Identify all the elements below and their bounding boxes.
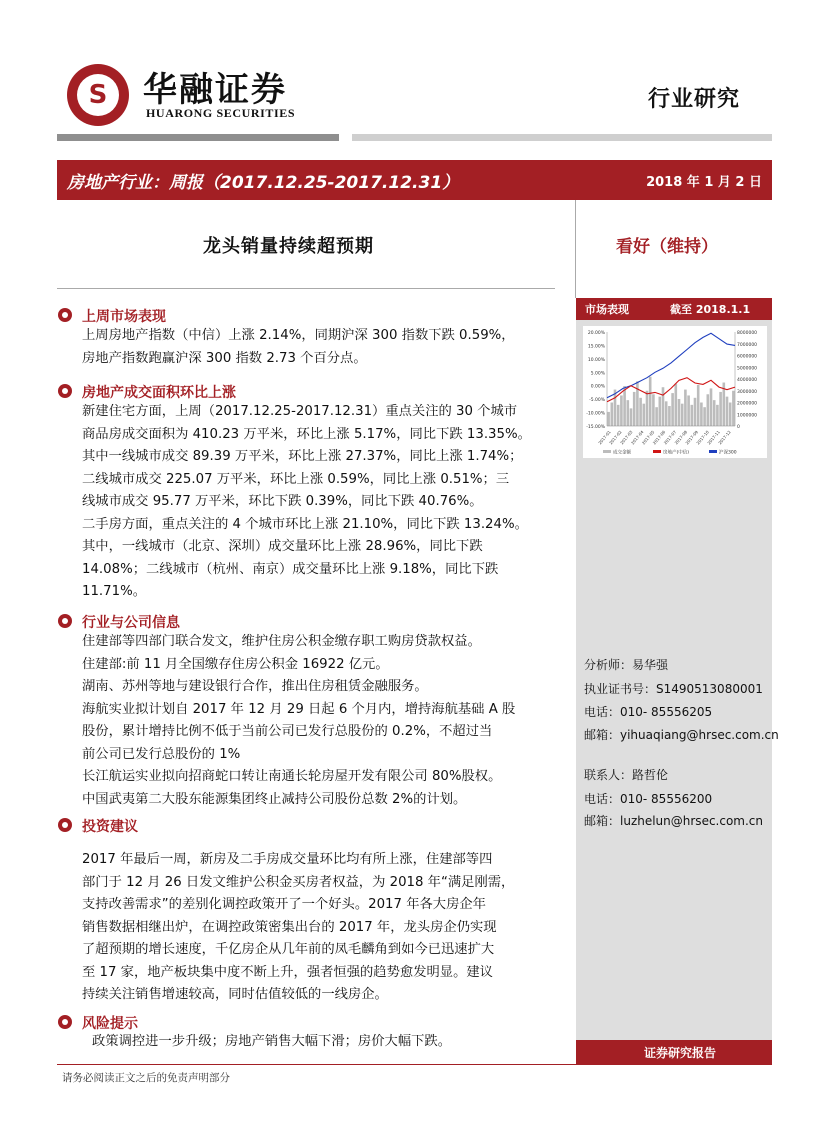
volume-bar — [630, 408, 633, 426]
body-line: 海航实业拟计划自 2017 年 12 月 29 日起 6 个月内，增持海航基础 A 股 — [82, 701, 516, 717]
body-line: 湖南、苏州等地与建设银行合作，推出住房租赁金融服务。 — [82, 679, 428, 694]
body-line: 其中，一线城市（北京、深圳）成交量环比上涨 28.96%，同比下跌 — [82, 539, 483, 554]
section-bullet-icon — [58, 384, 72, 398]
volume-bar — [681, 404, 684, 426]
volume-bar — [662, 387, 665, 426]
main-title: 龙头销量持续超预期 — [203, 236, 374, 257]
volume-bar — [726, 397, 729, 426]
x-tick-label: 2017-05 — [640, 429, 656, 446]
y-right-tick-label: 4000000 — [737, 378, 758, 383]
volume-bar — [643, 404, 646, 426]
body-line: 前公司已发行总股份的 1% — [82, 746, 241, 762]
legend-swatch — [653, 450, 661, 453]
body-line: 14.08%；二线城市（杭州、南京）成交量环比上涨 9.18%，同比下跌 — [82, 561, 499, 577]
body-line: 住建部:前 11 月全国缴存住房公积金 16922 亿元。 — [82, 656, 389, 672]
legend-label: 沪深300 — [719, 450, 737, 456]
x-tick-label: 2017-12 — [717, 429, 732, 446]
footer-divider — [57, 1064, 772, 1065]
title-banner — [57, 160, 772, 200]
report-title: 房地产行业：周报（2017.12.25-2017.12.31） — [67, 173, 460, 193]
body-line: 了超预期的增长速度，千亿房企从几年前的凤毛麟角到如今已迅速扩大 — [82, 942, 495, 957]
y-left-tick-label: 20.00% — [587, 331, 605, 336]
volume-bar — [675, 384, 678, 426]
section-bullet-icon — [58, 1015, 72, 1029]
volume-bar — [665, 401, 668, 426]
company-logo: S — [67, 64, 129, 126]
volume-bar — [684, 390, 687, 426]
volume-bar — [732, 391, 735, 426]
market-performance-header — [576, 298, 772, 320]
section-bullet-icon — [58, 818, 72, 832]
series-line — [607, 378, 735, 402]
volume-bar — [659, 397, 662, 426]
body-line: 长江航运实业拟向招商蛇口转让南通长轮房屋开发有限公司 80%股权。 — [82, 769, 502, 784]
industry-news-body — [82, 631, 552, 811]
x-tick-label: 2017-06 — [651, 429, 667, 446]
body-line: 11.71%。 — [82, 584, 146, 599]
body-line: 部门于 12 月 26 日发文维护公积金买房者权益，为 2018 年“满足刚需， — [82, 874, 515, 890]
volume-bar — [611, 403, 614, 427]
volume-bar — [607, 412, 610, 426]
y-left-tick-label: -10.00% — [586, 411, 605, 417]
x-tick-label: 2017-01 — [597, 429, 612, 446]
volume-bar — [623, 386, 626, 426]
risk-warning-title: 风险提示 — [82, 1016, 138, 1032]
brand-name-cn: 华融证券 — [143, 70, 287, 110]
footer-badge — [576, 1040, 772, 1064]
x-tick-label: 2017-10 — [695, 429, 710, 446]
y-right-tick-label: 7000000 — [737, 342, 758, 348]
market-label: 市场表现 — [585, 303, 629, 316]
body-line: 二手房方面，重点关注的 4 个城市环比上涨 21.10%，同比下跌 13.24%。 — [82, 516, 528, 532]
volume-bar — [655, 407, 658, 426]
volume-bar — [694, 398, 697, 426]
x-tick-label: 2017-03 — [619, 429, 634, 446]
y-left-tick-label: -15.00% — [586, 425, 605, 430]
legend-label: 成交金额 — [613, 450, 631, 456]
volume-bar — [649, 377, 652, 426]
volume-bar — [703, 407, 706, 426]
body-line: 政策调控进一步升级；房地产销售大幅下滑；房价大幅下跌。 — [92, 1034, 452, 1049]
volume-bar — [716, 405, 719, 426]
volume-bar — [646, 391, 649, 426]
y-right-tick-label: 2000000 — [737, 401, 758, 407]
volume-bar — [710, 388, 713, 426]
body-line: 上周房地产指数（中信）上涨 2.14%，同期沪深 300 指数下跌 0.59%， — [82, 328, 515, 343]
as-of-date: 截至 2018.1.1 — [670, 303, 751, 316]
contact-email[interactable]: 邮箱：luzhelun@hrsec.com.cn — [584, 814, 764, 828]
x-tick-label: 2017-04 — [629, 429, 645, 446]
section-bullet-icon — [58, 614, 72, 628]
contact-name: 联系人：路哲伦 — [584, 768, 669, 782]
chart-svg — [583, 326, 767, 458]
y-left-tick-label: -5.00% — [589, 398, 605, 404]
body-line: 销售数据相继出炉，在调控政策密集出台的 2017 年，龙头房企仍实现 — [82, 919, 497, 935]
brand-name-en: HUARONG SECURITIES — [146, 106, 296, 120]
transaction-area-body — [82, 401, 552, 604]
x-tick-label: 2017-09 — [684, 429, 700, 446]
legend-swatch — [603, 450, 611, 453]
volume-bar — [652, 394, 655, 426]
body-line: 股份，累计增持比例不低于当前公司已发行总股份的 0.2%，不超过当 — [82, 724, 493, 739]
report-date: 2018 年 1 月 2 日 — [646, 175, 762, 190]
y-right-tick-label: 8000000 — [737, 331, 758, 336]
analyst-license: 执业证书号：S1490513080001 — [584, 682, 763, 696]
volume-bar — [614, 390, 617, 426]
y-left-tick-label: 10.00% — [587, 357, 605, 363]
body-line: 中国武夷第二大股东能源集团终止减持公司股份总数 2%的计划。 — [82, 791, 467, 807]
industry-news-title: 行业与公司信息 — [82, 615, 180, 631]
y-left-tick-label: 5.00% — [590, 371, 605, 377]
y-left-tick-label: 15.00% — [587, 344, 605, 350]
header-divider-light — [352, 134, 772, 141]
volume-bar — [617, 405, 620, 426]
body-line: 至 17 家，地产板块集中度不断上升，强者恒强的趋势愈发明显。建议 — [82, 964, 493, 980]
x-tick-label: 2017-02 — [608, 429, 623, 446]
body-line: 持续关注销售增速较高，同时估值较低的一线房企。 — [82, 987, 388, 1002]
volume-bar — [639, 398, 642, 426]
analyst-phone: 电话：010- 85556205 — [584, 705, 713, 719]
volume-bar — [707, 394, 710, 426]
disclaimer: 请务必阅读正文之后的免责声明部分 — [62, 1072, 230, 1084]
investment-advice-title: 投资建议 — [82, 819, 138, 835]
x-tick-label: 2017-07 — [662, 429, 678, 446]
volume-bar — [633, 392, 636, 426]
contact-phone: 电话：010- 85556200 — [584, 792, 713, 806]
body-line: 其中一线城市成交 89.39 万平米，环比上涨 27.37%，同比上涨 1.74%； — [82, 449, 523, 464]
analyst-name: 分析师：易华强 — [584, 658, 669, 672]
volume-bar — [719, 392, 722, 426]
header-divider-dark — [57, 134, 339, 141]
y-left-tick-label: 0.00% — [590, 384, 605, 390]
body-line: 2017 年最后一周，新房及二手房成交量环比均有所上涨，住建部等四 — [82, 852, 493, 867]
y-right-tick-label: 3000000 — [737, 389, 758, 395]
market-performance-title: 上周市场表现 — [82, 309, 166, 325]
risk-warning-body — [92, 1031, 562, 1054]
market-performance-body — [82, 325, 552, 370]
transaction-area-title: 房地产成交面积环比上涨 — [82, 385, 236, 401]
investment-advice-body — [82, 849, 552, 1007]
body-line: 商品房成交面积为 410.23 万平米，环比上涨 5.17%，同比下跌 13.35%。 — [82, 426, 531, 442]
body-line: 住建部等四部门联合发文，维护住房公积金缴存职工购房贷款权益。 — [82, 634, 481, 649]
analyst-email[interactable]: 邮箱：yihuaqiang@hrsec.com.cn — [584, 728, 779, 742]
volume-bar — [627, 400, 630, 426]
volume-bar — [678, 399, 681, 426]
body-line: 支持改善需求”的差别化调控政策开了一个好头。2017 年各大房企年 — [82, 897, 486, 912]
y-right-tick-label: 0 — [737, 425, 740, 430]
volume-bar — [697, 385, 700, 426]
volume-bar — [713, 400, 716, 426]
volume-bar — [729, 403, 732, 427]
rating: 看好（维持） — [616, 237, 718, 257]
market-chart — [583, 326, 767, 458]
y-right-tick-label: 6000000 — [737, 354, 758, 360]
volume-bar — [700, 403, 703, 427]
body-line: 新建住宅方面，上周（2017.12.25-2017.12.31）重点关注的 30 个城市 — [82, 404, 518, 419]
legend-label: 房地产(中信) — [663, 450, 690, 456]
y-right-tick-label: 1000000 — [737, 413, 758, 419]
body-line: 二线城市成交 225.07 万平米，环比上涨 0.59%，同比上涨 0.51%；三 — [82, 471, 510, 487]
volume-bar — [671, 393, 674, 426]
body-line: 线城市成交 95.77 万平米，环比下跌 0.39%，同比下跌 40.76%。 — [82, 494, 483, 509]
report-category: 行业研究 — [648, 87, 741, 112]
x-tick-label: 2017-11 — [706, 429, 721, 446]
x-tick-label: 2017-08 — [673, 429, 689, 446]
volume-bar — [620, 395, 623, 426]
legend-swatch — [709, 450, 717, 453]
volume-bar — [691, 405, 694, 426]
footer-label: 证券研究报告 — [643, 1046, 716, 1060]
title-horizontal-divider — [57, 288, 555, 289]
volume-bar — [687, 395, 690, 426]
y-right-tick-label: 5000000 — [737, 366, 758, 372]
section-bullet-icon — [58, 308, 72, 322]
title-vertical-divider — [575, 200, 576, 298]
volume-bar — [668, 406, 671, 426]
body-line: 房地产指数跑赢沪深 300 指数 2.73 个百分点。 — [82, 350, 367, 366]
